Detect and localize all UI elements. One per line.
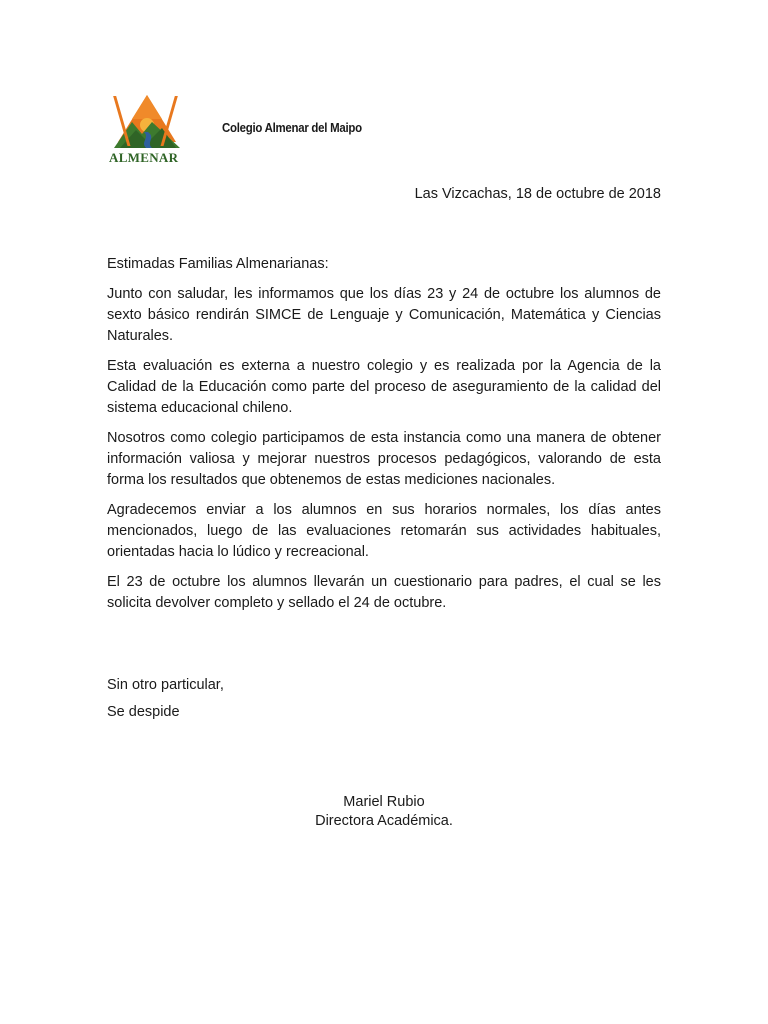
signer-title: Directora Académica.	[315, 813, 453, 829]
closing-block	[107, 672, 224, 726]
signature-block	[107, 793, 661, 831]
school-name: Colegio Almenar del Maipo	[222, 120, 362, 135]
date-line: Las Vizcachas, 18 de octubre de 2018	[414, 186, 661, 202]
almenar-logo-graphic	[106, 92, 188, 168]
logo-wordmark: ALMENAR	[109, 150, 179, 165]
paragraph: Nosotros como colegio participamos de esta instancia como una manera de obtener información valiosa y mejorar nuestros procesos pedagógicos, valorando de esta forma los resultados que obtenemos de estas mediciones nacionales.	[107, 430, 661, 488]
farewell-line: Se despide	[107, 704, 180, 720]
signer-name: Mariel Rubio	[343, 794, 425, 810]
paragraph: Junto con saludar, les informamos que los días 23 y 24 de octubre los alumnos de sexto básico rendirán SIMCE de Lenguaje y Comunicación, Matemática y Ciencias Naturales.	[107, 286, 661, 344]
paragraph: Agradecemos enviar a los alumnos en sus horarios normales, los días antes mencionados, luego de las evaluaciones retomarán sus actividades habituales, orientadas hacia lo lúdico y recreacional.	[107, 502, 661, 560]
salutation: Estimadas Familias Almenarianas:	[107, 256, 329, 272]
school-logo	[106, 92, 188, 168]
closing-line: Sin otro particular,	[107, 677, 224, 693]
paragraph: El 23 de octubre los alumnos llevarán un cuestionario para padres, el cual se les solicita devolver completo y sellado el 24 de octubre.	[107, 574, 661, 611]
paragraph: Esta evaluación es externa a nuestro colegio y es realizada por la Agencia de la Calidad de la Educación como parte del proceso de aseguramiento de la calidad del sistema educacional chileno.	[107, 358, 661, 416]
letter-body	[107, 254, 661, 623]
